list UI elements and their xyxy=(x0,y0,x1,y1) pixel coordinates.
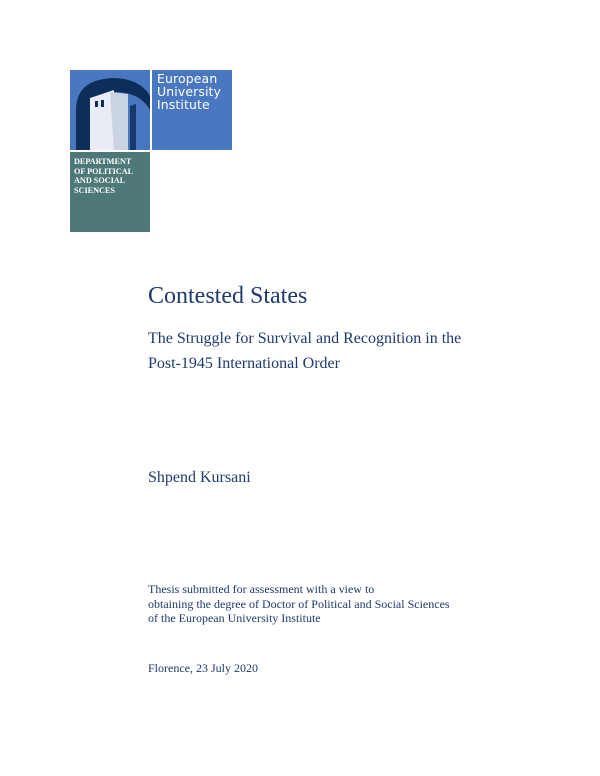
statement-line: of the European University Institute xyxy=(148,611,321,626)
eui-logo xyxy=(70,70,232,232)
arch-tower-icon xyxy=(70,70,150,150)
statement-line: obtaining the degree of Doctor of Political and Social Sciences xyxy=(148,596,450,611)
submission-statement xyxy=(148,582,450,626)
subtitle-line: The Struggle for Survival and Recognition in the xyxy=(148,330,462,347)
institute-name-line: Institute xyxy=(157,97,210,112)
thesis-subtitle xyxy=(148,326,568,376)
institute-name-line: European xyxy=(157,71,218,86)
thesis-title: Contested States xyxy=(148,283,308,309)
author-name: Shpend Kursani xyxy=(148,469,251,486)
department-line: AND SOCIAL xyxy=(74,176,126,186)
subtitle-line: Post-1945 International Order xyxy=(148,355,340,372)
eui-emblem-panel xyxy=(70,70,150,150)
department-line: DEPARTMENT xyxy=(74,157,132,166)
department-line: OF POLITICAL xyxy=(74,166,134,176)
institute-name-line: University xyxy=(157,84,222,99)
department-panel xyxy=(70,152,150,232)
institute-name-panel xyxy=(152,70,232,150)
department-line: SCIENCES xyxy=(74,185,115,195)
statement-line: Thesis submitted for assessment with a view to xyxy=(148,582,375,596)
place-and-date: Florence, 23 July 2020 xyxy=(148,661,258,675)
